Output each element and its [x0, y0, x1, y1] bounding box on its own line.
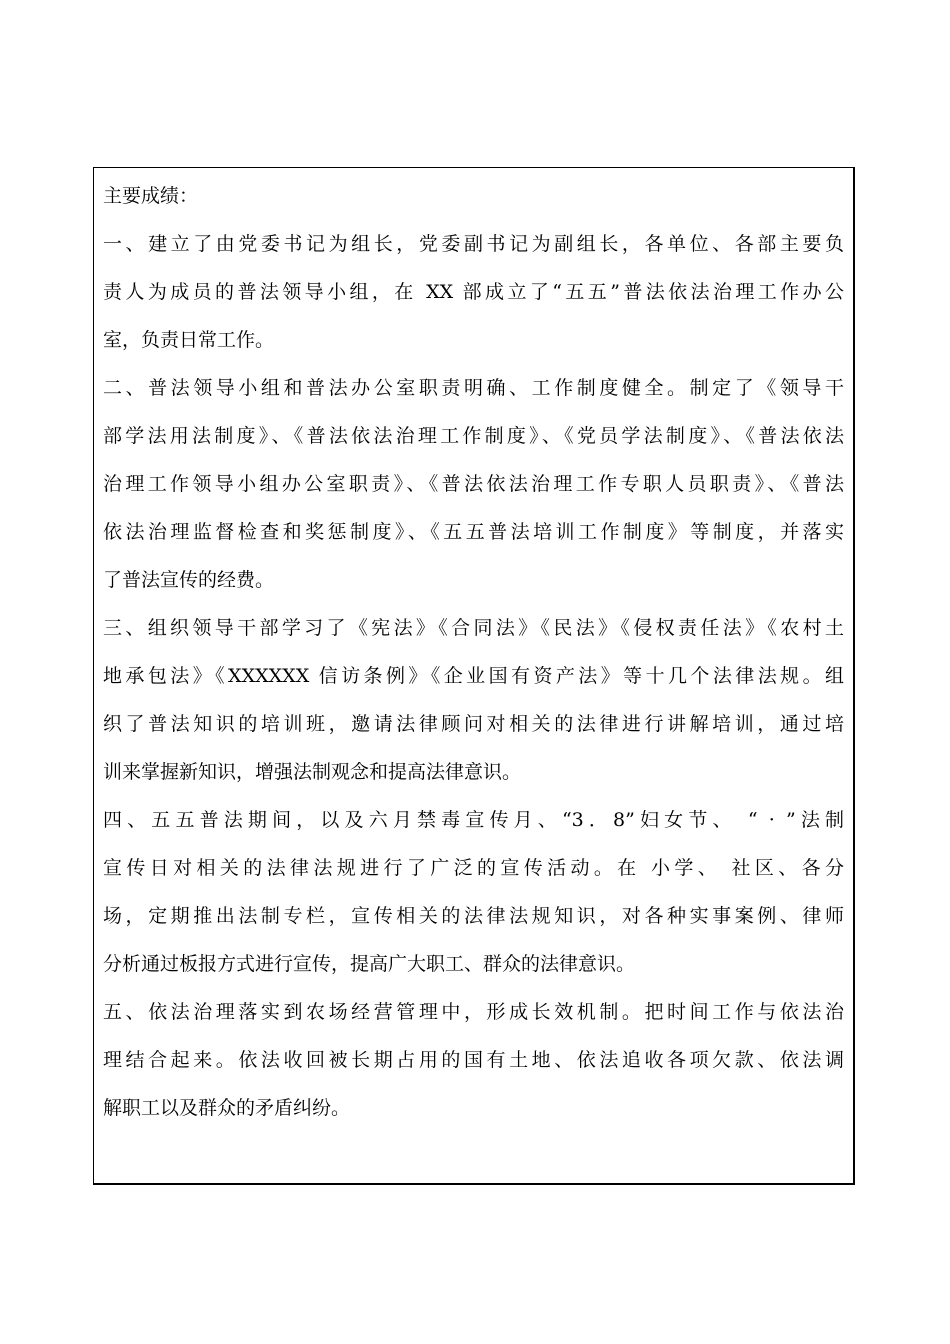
paragraph-4 — [103, 796, 844, 988]
paragraph-line: 二、普法领导小组和普法办公室职责明确、工作制度健全。制定了《领导干 — [103, 377, 844, 399]
paragraph-line: 五、依法治理落实到农场经营管理中，形成长效机制。把时间工作与依法治 — [103, 1001, 844, 1023]
paragraph-3 — [103, 604, 844, 796]
paragraph-line: 四、五五普法期间，以及六月禁毒宣传月、“3．8”妇女节、 “ · ”法制 — [103, 809, 844, 831]
paragraph-line: 三、组织领导干部学习了《宪法》《合同法》《民法》《侵权责任法》《农村土 — [103, 617, 844, 639]
paragraph-2 — [103, 364, 844, 604]
paragraph-line: 室，负责日常工作。 — [103, 329, 275, 351]
section-heading: 主要成绩： — [103, 185, 199, 207]
paragraph-line: 依法治理监督检查和奖惩制度》、《五五普法培训工作制度》等制度，并落实 — [103, 521, 844, 543]
achievements-table-cell — [93, 167, 855, 1185]
paragraph-line: 地承包法》《XXXXXX 信访条例》《企业国有资产法》等十几个法律法规。组 — [103, 665, 844, 687]
paragraph-5 — [103, 988, 844, 1132]
paragraph-line: 一、建立了由党委书记为组长，党委副书记为副组长，各单位、各部主要负 — [103, 233, 844, 255]
paragraph-line: 场，定期推出法制专栏，宣传相关的法律法规知识，对各种实事案例、律师 — [103, 905, 844, 927]
paragraph-line: 了普法宣传的经费。 — [103, 569, 275, 591]
paragraph-line: 解职工以及群众的矛盾纠纷。 — [103, 1097, 351, 1119]
paragraph-line: 训来掌握新知识，增强法制观念和提高法律意识。 — [103, 761, 522, 783]
paragraph-1 — [103, 220, 844, 364]
paragraph-line: 治理工作领导小组办公室职责》、《普法依法治理工作专职人员职责》、《普法 — [103, 473, 844, 495]
paragraph-line: 部学法用法制度》、《普法依法治理工作制度》、《党员学法制度》、《普法依法 — [103, 425, 844, 447]
paragraph-line: 织了普法知识的培训班，邀请法律顾问对相关的法律进行讲解培训，通过培 — [103, 713, 844, 735]
paragraph-line: 责人为成员的普法领导小组，在 XX 部成立了“五五”普法依法治理工作办公 — [103, 281, 844, 303]
paragraph-line: 分析通过板报方式进行宣传，提高广大职工、群众的法律意识。 — [103, 953, 636, 975]
paragraph-line: 宣传日对相关的法律法规进行了广泛的宣传活动。在 小学、 社区、各分 — [103, 857, 844, 879]
paragraph-line: 理结合起来。依法收回被长期占用的国有土地、依法追收各项欠款、依法调 — [103, 1049, 844, 1071]
